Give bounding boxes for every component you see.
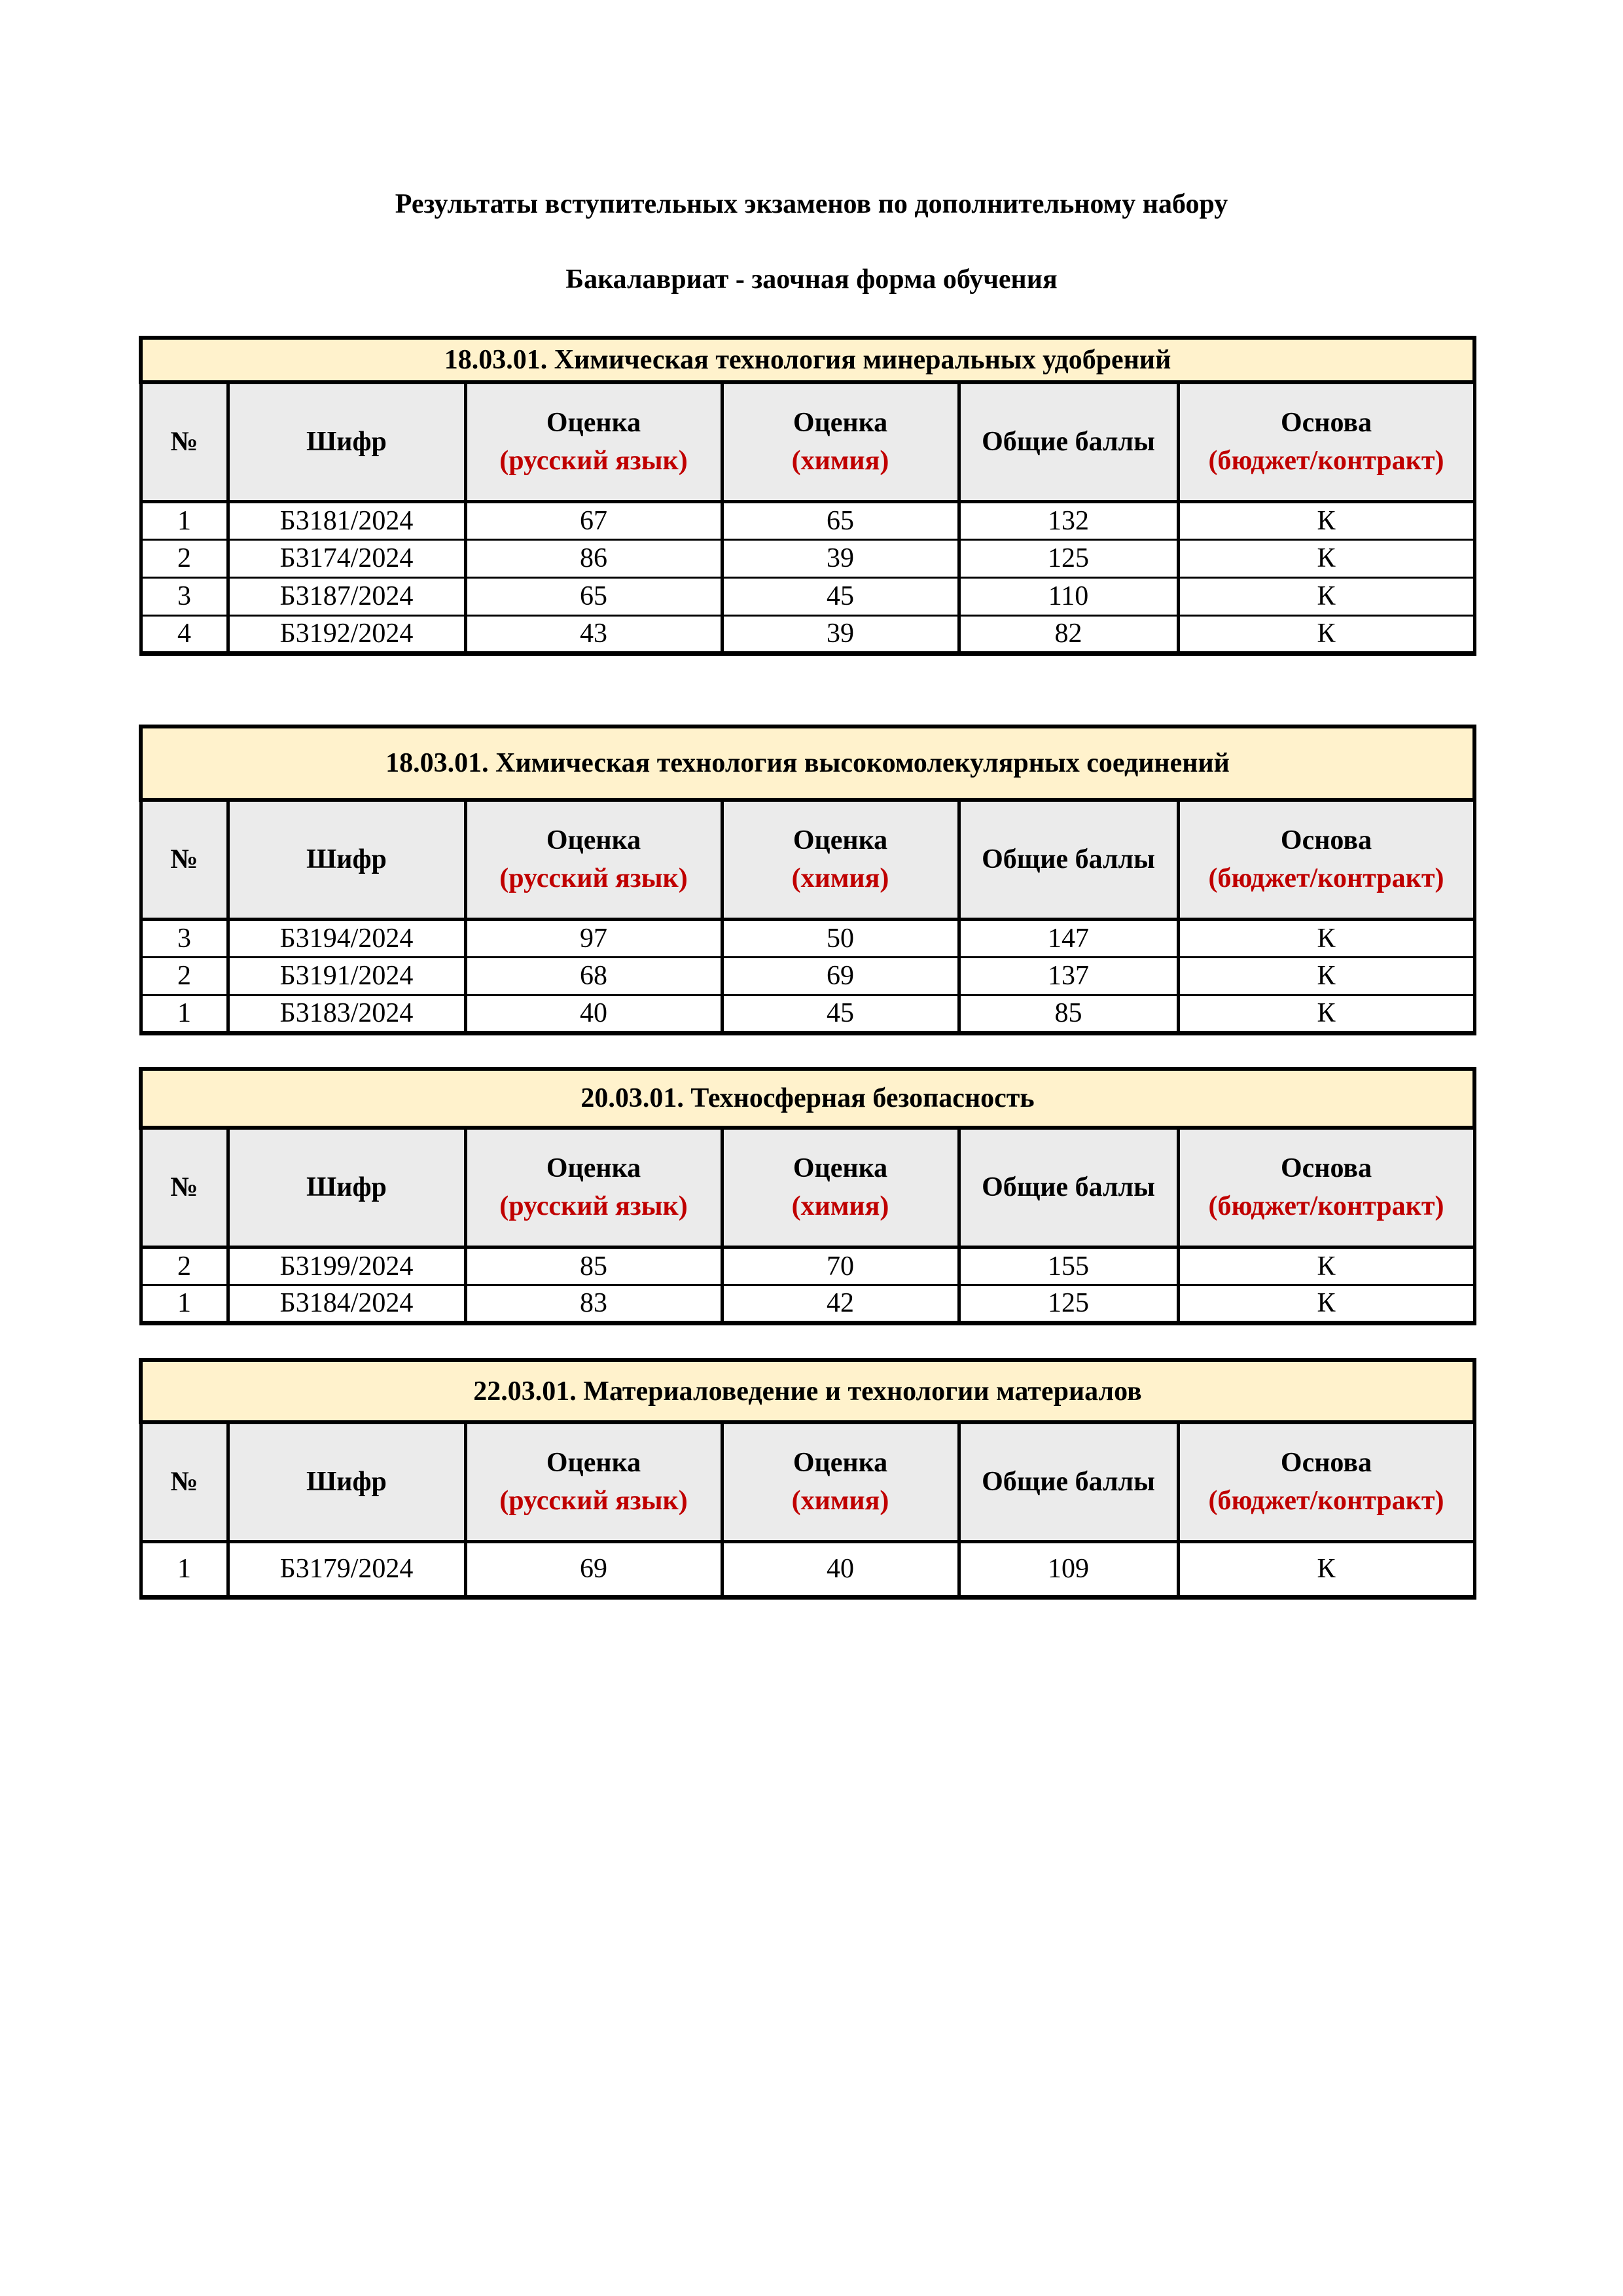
program-caption: 18.03.01. Химическая технология высокомолекулярных соединений (141, 726, 1474, 800)
header-basis (1178, 382, 1474, 501)
header-code-label: Шифр (306, 1467, 387, 1498)
table-row (141, 995, 1474, 1033)
header-score-russian-label: Оценка (546, 1448, 641, 1479)
row-score-russian: 85 (465, 1247, 722, 1285)
row-score-chemistry: 40 (722, 1541, 959, 1597)
row-score-russian: 69 (465, 1541, 722, 1597)
row-score-chemistry: 45 (722, 577, 959, 615)
table-row (141, 577, 1474, 615)
header-total-label: Общие баллы (982, 427, 1155, 457)
row-code: Б3199/2024 (228, 1247, 465, 1285)
row-code: Б3183/2024 (228, 995, 465, 1033)
row-score-russian: 40 (465, 995, 722, 1033)
row-score-russian: 65 (465, 577, 722, 615)
header-row (141, 1422, 1474, 1541)
table-row (141, 1541, 1474, 1597)
header-basis-sublabel: (бюджет/контракт) (1208, 863, 1444, 894)
row-num: 3 (141, 919, 228, 957)
header-score-chemistry-sublabel: (химия) (791, 1486, 889, 1516)
header-basis-sublabel: (бюджет/контракт) (1208, 1486, 1444, 1516)
row-basis: К (1178, 615, 1474, 653)
header-code-label: Шифр (306, 1172, 387, 1203)
header-score-russian-sublabel: (русский язык) (499, 446, 688, 476)
row-num: 1 (141, 1285, 228, 1323)
row-total: 125 (959, 1285, 1178, 1323)
row-total: 82 (959, 615, 1178, 653)
row-basis: К (1178, 995, 1474, 1033)
row-total: 132 (959, 501, 1178, 539)
header-score-chemistry (722, 800, 959, 919)
header-score-chemistry-sublabel: (химия) (791, 863, 889, 894)
row-total: 109 (959, 1541, 1178, 1597)
header-basis-label: Основа (1280, 1153, 1372, 1184)
row-num: 2 (141, 539, 228, 577)
header-basis (1178, 800, 1474, 919)
program-caption: 22.03.01. Материаловедение и технологии материалов (141, 1360, 1474, 1422)
row-basis: К (1178, 1285, 1474, 1323)
row-score-russian: 86 (465, 539, 722, 577)
header-num (141, 800, 228, 919)
header-basis-label: Основа (1280, 408, 1372, 439)
header-num-label: № (170, 427, 198, 457)
program-caption: 20.03.01. Техносферная безопасность (141, 1069, 1474, 1128)
header-total-label: Общие баллы (982, 844, 1155, 875)
table-row (141, 919, 1474, 957)
table-row (141, 539, 1474, 577)
table-row (141, 615, 1474, 653)
row-code: Б3194/2024 (228, 919, 465, 957)
row-code: Б3174/2024 (228, 539, 465, 577)
results-table (139, 336, 1476, 656)
row-score-chemistry: 50 (722, 919, 959, 957)
row-num: 2 (141, 957, 228, 995)
header-score-chemistry (722, 382, 959, 501)
table-row (141, 501, 1474, 539)
header-score-russian-label: Оценка (546, 825, 641, 856)
header-score-russian (465, 1422, 722, 1541)
header-num-label: № (170, 1467, 198, 1498)
row-basis: К (1178, 957, 1474, 995)
header-score-russian (465, 800, 722, 919)
row-score-russian: 68 (465, 957, 722, 995)
header-total (959, 382, 1178, 501)
row-total: 147 (959, 919, 1178, 957)
header-basis-label: Основа (1280, 825, 1372, 856)
header-score-russian (465, 1128, 722, 1247)
row-num: 1 (141, 501, 228, 539)
header-row (141, 382, 1474, 501)
header-score-chemistry-sublabel: (химия) (791, 446, 889, 476)
row-score-russian: 67 (465, 501, 722, 539)
header-score-russian-sublabel: (русский язык) (499, 1191, 688, 1222)
row-total: 85 (959, 995, 1178, 1033)
header-code (228, 382, 465, 501)
header-score-chemistry-label: Оценка (793, 408, 888, 439)
row-score-chemistry: 42 (722, 1285, 959, 1323)
header-basis-label: Основа (1280, 1448, 1372, 1479)
row-code: Б3192/2024 (228, 615, 465, 653)
header-total (959, 1422, 1178, 1541)
row-score-chemistry: 70 (722, 1247, 959, 1285)
row-score-chemistry: 39 (722, 615, 959, 653)
header-code (228, 1422, 465, 1541)
header-num (141, 1422, 228, 1541)
header-num (141, 1128, 228, 1247)
row-total: 155 (959, 1247, 1178, 1285)
document-title: Результаты вступительных экзаменов по дополнительному набору (395, 189, 1228, 219)
header-total (959, 800, 1178, 919)
header-basis-sublabel: (бюджет/контракт) (1208, 446, 1444, 476)
row-total: 125 (959, 539, 1178, 577)
row-score-chemistry: 45 (722, 995, 959, 1033)
row-total: 137 (959, 957, 1178, 995)
row-code: Б3191/2024 (228, 957, 465, 995)
row-num: 4 (141, 615, 228, 653)
header-num-label: № (170, 1172, 198, 1203)
table-row (141, 1247, 1474, 1285)
header-score-russian-label: Оценка (546, 408, 641, 439)
header-code (228, 1128, 465, 1247)
results-table (139, 1358, 1476, 1600)
row-score-chemistry: 69 (722, 957, 959, 995)
row-basis: К (1178, 577, 1474, 615)
row-basis: К (1178, 539, 1474, 577)
header-score-russian (465, 382, 722, 501)
header-score-chemistry-sublabel: (химия) (791, 1191, 889, 1222)
row-code: Б3184/2024 (228, 1285, 465, 1323)
header-row (141, 1128, 1474, 1247)
row-code: Б3181/2024 (228, 501, 465, 539)
header-total (959, 1128, 1178, 1247)
header-basis (1178, 1128, 1474, 1247)
row-basis: К (1178, 1247, 1474, 1285)
header-code-label: Шифр (306, 844, 387, 875)
results-table (139, 1067, 1476, 1325)
row-num: 1 (141, 995, 228, 1033)
header-total-label: Общие баллы (982, 1467, 1155, 1498)
header-basis (1178, 1422, 1474, 1541)
header-num (141, 382, 228, 501)
program-caption: 18.03.01. Химическая технология минеральных удобрений (141, 338, 1474, 382)
row-score-russian: 43 (465, 615, 722, 653)
table-row (141, 957, 1474, 995)
row-score-russian: 97 (465, 919, 722, 957)
header-score-chemistry-label: Оценка (793, 1448, 888, 1479)
row-basis: К (1178, 1541, 1474, 1597)
row-score-russian: 83 (465, 1285, 722, 1323)
row-code: Б3187/2024 (228, 577, 465, 615)
document-subtitle: Бакалавриат - заочная форма обучения (565, 264, 1058, 295)
row-score-chemistry: 65 (722, 501, 959, 539)
row-total: 110 (959, 577, 1178, 615)
header-score-chemistry-label: Оценка (793, 1153, 888, 1184)
header-basis-sublabel: (бюджет/контракт) (1208, 1191, 1444, 1222)
row-num: 3 (141, 577, 228, 615)
header-code (228, 800, 465, 919)
table-row (141, 1285, 1474, 1323)
row-basis: К (1178, 919, 1474, 957)
results-table (139, 725, 1476, 1035)
header-code-label: Шифр (306, 427, 387, 457)
header-num-label: № (170, 844, 198, 875)
row-num: 2 (141, 1247, 228, 1285)
header-total-label: Общие баллы (982, 1172, 1155, 1203)
header-score-chemistry (722, 1128, 959, 1247)
row-score-chemistry: 39 (722, 539, 959, 577)
row-basis: К (1178, 501, 1474, 539)
header-score-russian-sublabel: (русский язык) (499, 1486, 688, 1516)
header-score-chemistry-label: Оценка (793, 825, 888, 856)
header-score-russian-label: Оценка (546, 1153, 641, 1184)
header-score-russian-sublabel: (русский язык) (499, 863, 688, 894)
header-row (141, 800, 1474, 919)
row-num: 1 (141, 1541, 228, 1597)
header-score-chemistry (722, 1422, 959, 1541)
row-code: Б3179/2024 (228, 1541, 465, 1597)
